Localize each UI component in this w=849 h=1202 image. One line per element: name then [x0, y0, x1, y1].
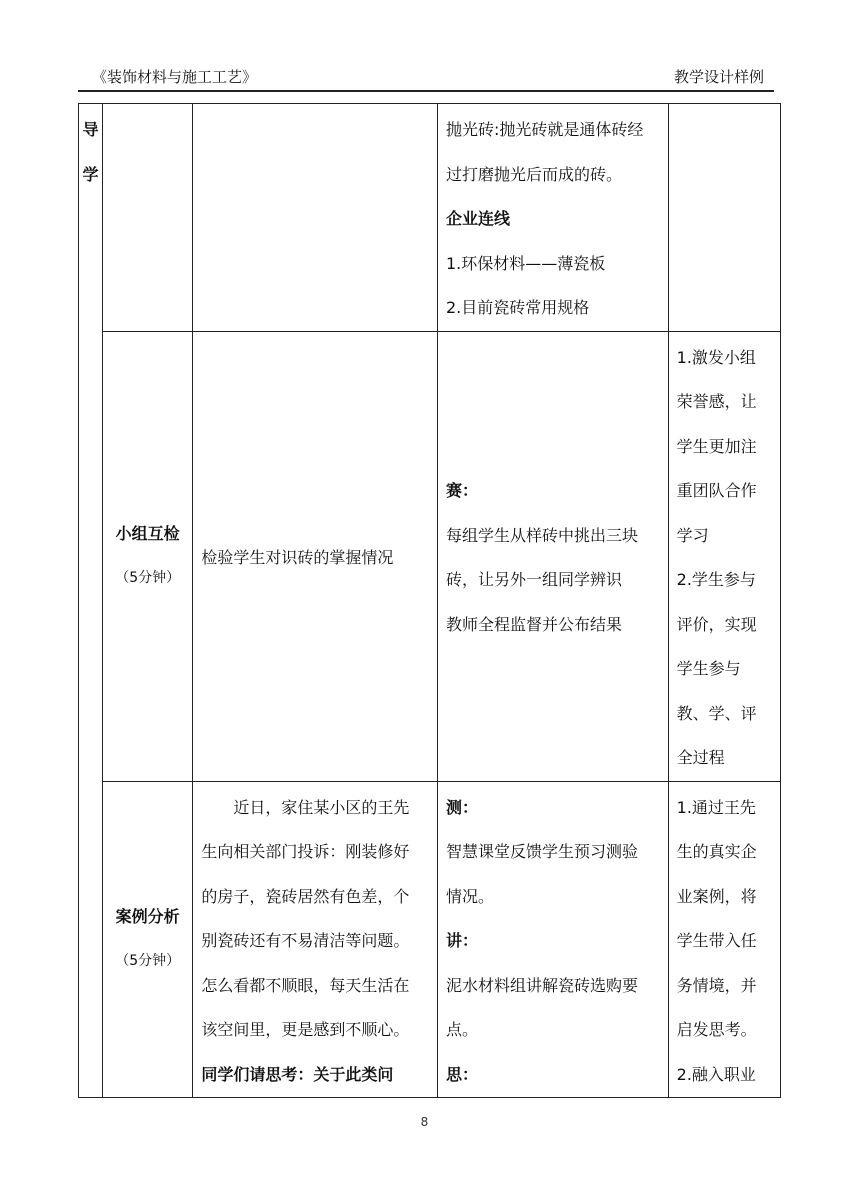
intent-line: 1.激发小组: [676, 347, 756, 367]
content-line: 的房子，瓷砖居然有色差，个: [201, 886, 410, 906]
activity-heading: 赛：: [446, 481, 479, 500]
intent-line: 2.学生参与: [676, 570, 756, 589]
activities-cell: [438, 331, 669, 781]
intent-line: 学生参与: [676, 659, 741, 678]
content-line: 别瓷砖还有不易清洁等问题。: [201, 931, 410, 950]
intent-line: 1.通过王先: [676, 797, 756, 817]
activity-heading: 思：: [446, 1064, 479, 1084]
intent-line: 学生更加注: [676, 436, 757, 456]
stage-title: 小组互检: [115, 523, 180, 543]
table-row: [79, 104, 781, 332]
intent-line: 业案例，将: [676, 886, 757, 906]
activity-heading: 讲：: [446, 931, 479, 950]
activity-heading: 企业连线: [446, 209, 511, 228]
activity-line: 抛光砖:抛光砖就是通体砖经: [446, 120, 644, 139]
activity-line: 每组学生从样砖中挑出三块: [446, 525, 639, 545]
intent-line: 生的真实企: [676, 842, 757, 861]
stage-duration: （5分钟）: [115, 570, 181, 586]
content-line: 检验学生对识砖的掌握情况: [201, 547, 394, 567]
intent-line: 学习: [676, 525, 709, 545]
intent-cell: [668, 331, 780, 781]
stage-cell: [103, 104, 193, 332]
intent-line: 全过程: [676, 748, 725, 767]
intent-line: 重团队合作: [676, 481, 757, 500]
intent-line: 学生带入任: [676, 931, 757, 950]
intent-line: 启发思考。: [676, 1020, 757, 1039]
content-line: 生向相关部门投诉：刚装修好: [201, 842, 410, 861]
stage-duration: （5分钟）: [115, 953, 181, 970]
intent-cell: [668, 104, 780, 332]
stage-cell: [103, 331, 193, 781]
activity-line: 教师全程监督并公布结果: [446, 614, 623, 634]
content-cell: [193, 104, 438, 332]
intent-line: 荣誉感，让: [676, 392, 757, 411]
content-cell: [193, 781, 438, 1098]
content-question: 同学们请思考：关于此类问: [201, 1064, 394, 1084]
page-number: 8: [420, 1115, 429, 1129]
activity-line: 砖，让另外一组同学辨识: [446, 570, 623, 589]
stage-cell: [103, 781, 193, 1098]
content-line: 近日，家住某小区的王先: [233, 797, 410, 817]
activity-line: 1.环保材料——薄瓷板: [446, 253, 606, 273]
table-row: [79, 331, 781, 781]
lesson-plan-table: [78, 103, 781, 1098]
intent-line: 评价，实现: [676, 614, 757, 634]
course-title: 《装饰材料与施工工艺》: [92, 68, 258, 86]
phase-label: 导 学: [79, 104, 103, 1098]
activity-line: 智慧课堂反馈学生预习测验: [446, 842, 639, 861]
content-line: 怎么看都不顺眼，每天生活在: [201, 975, 410, 995]
content-cell: [193, 331, 438, 781]
activity-line: 过打磨抛光后而成的砖。: [446, 164, 623, 184]
activity-line: 点。: [446, 1020, 479, 1039]
intent-line: 2.融入职业: [676, 1064, 756, 1084]
document-type: 教学设计样例: [673, 68, 764, 86]
activities-cell: [438, 781, 669, 1098]
intent-line: 教、学、评: [676, 703, 757, 723]
activity-heading: 测：: [446, 797, 479, 817]
activity-line: 泥水材料组讲解瓷砖选购要: [446, 975, 639, 995]
intent-line: 务情境，并: [676, 975, 757, 995]
intent-cell: [668, 781, 780, 1098]
table-row: [79, 781, 781, 1098]
activity-line: 情况。: [446, 886, 495, 906]
content-line: 该空间里，更是感到不顺心。: [201, 1020, 410, 1039]
activity-line: 2.目前瓷砖常用规格: [446, 298, 590, 317]
activities-cell: [438, 104, 669, 332]
page-header: [78, 64, 774, 92]
stage-title: 案例分析: [115, 906, 180, 926]
